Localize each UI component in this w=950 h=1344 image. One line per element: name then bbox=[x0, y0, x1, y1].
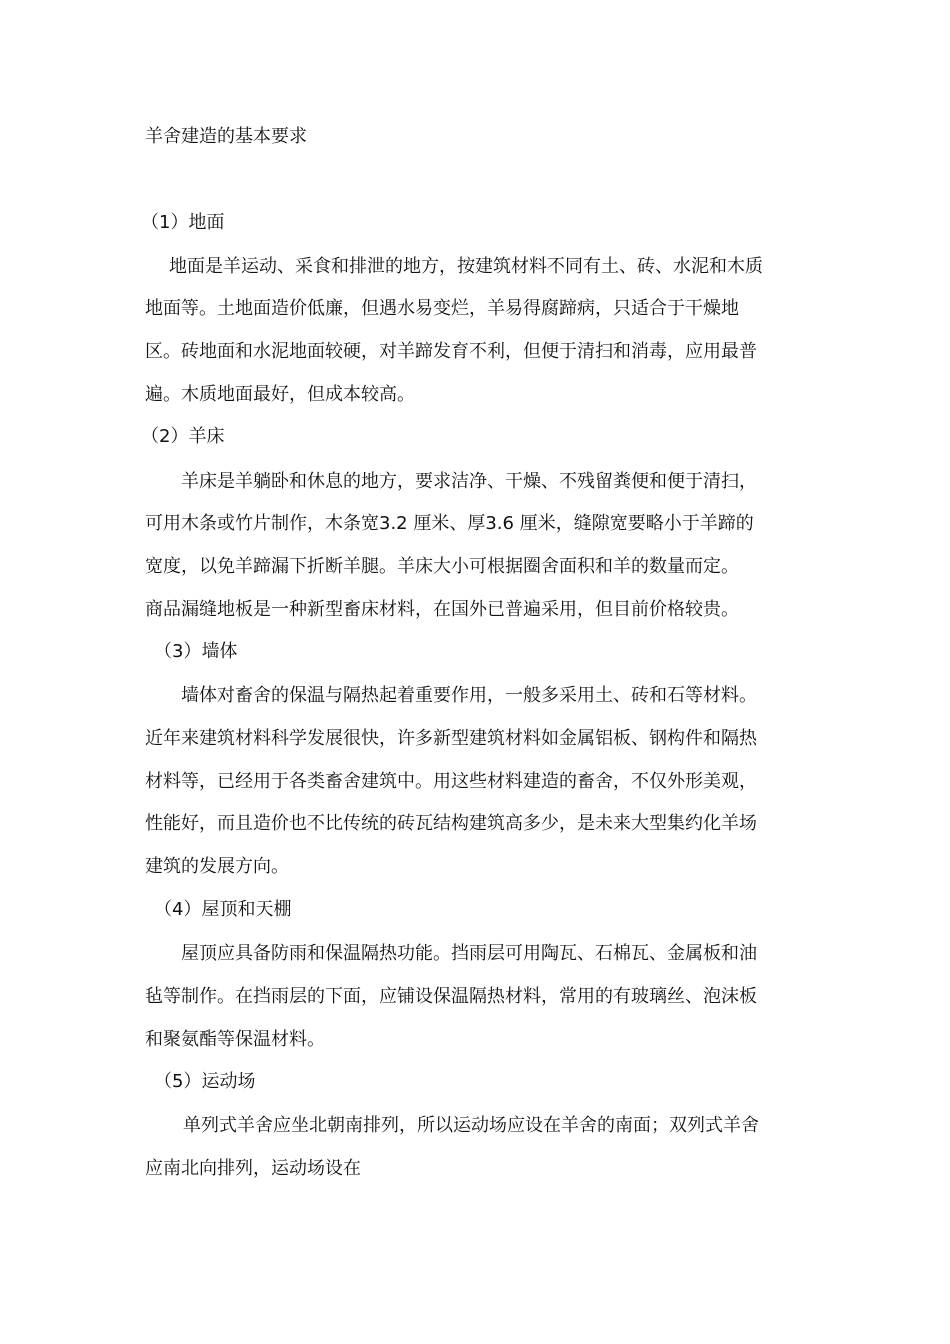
section-2-heading: （2）羊床 bbox=[141, 426, 225, 447]
section-3-line-2: 近年来建筑材料科学发展很快，许多新型建筑材料如金属铝板、钢构件和隔热 bbox=[145, 728, 757, 749]
section-4-line-3: 和聚氨酯等保温材料。 bbox=[145, 1029, 325, 1050]
section-3-line-3: 材料等，已经用于各类畜舍建筑中。用这些材料建造的畜舍，不仅外形美观， bbox=[145, 771, 757, 792]
section-4-heading: （4）屋顶和天棚 bbox=[154, 899, 292, 920]
section-4-line-1: 屋顶应具备防雨和保温隔热功能。挡雨层可用陶瓦、石棉瓦、金属板和油 bbox=[181, 943, 757, 964]
section-2-line-1: 羊床是羊躺卧和休息的地方，要求洁净、干燥、不残留粪便和便于清扫， bbox=[181, 471, 757, 492]
section-3-line-1: 墙体对畜舍的保温与隔热起着重要作用，一般多采用土、砖和石等材料。 bbox=[181, 685, 757, 706]
section-3-line-4: 性能好，而且造价也不比传统的砖瓦结构建筑高多少，是未来大型集约化羊场 bbox=[145, 813, 757, 834]
section-1-line-4: 遍。木质地面最好，但成本较高。 bbox=[145, 384, 415, 405]
section-4-line-2: 毡等制作。在挡雨层的下面，应铺设保温隔热材料，常用的有玻璃丝、泡沫板 bbox=[145, 986, 757, 1007]
section-2-line-3: 宽度，以免羊蹄漏下折断羊腿。羊床大小可根据圈舍面积和羊的数量而定。 bbox=[145, 556, 739, 577]
section-5-line-2: 应南北向排列，运动场设在 bbox=[145, 1158, 361, 1179]
section-1-heading: （1）地面 bbox=[141, 212, 225, 233]
section-3-heading: （3）墙体 bbox=[154, 641, 238, 662]
section-1-line-3: 区。砖地面和水泥地面较硬，对羊蹄发育不利，但便于清扫和消毒，应用最普 bbox=[145, 341, 757, 362]
section-1-line-1: 地面是羊运动、采食和排泄的地方，按建筑材料不同有土、砖、水泥和木质 bbox=[169, 256, 763, 277]
section-1-line-2: 地面等。土地面造价低廉，但遇水易变烂，羊易得腐蹄病，只适合于干燥地 bbox=[145, 298, 739, 319]
section-5-heading: （5）运动场 bbox=[154, 1071, 256, 1092]
section-5-line-1: 单列式羊舍应坐北朝南排列，所以运动场应设在羊舍的南面；双列式羊舍 bbox=[183, 1115, 759, 1136]
section-2-line-2: 可用木条或竹片制作，木条宽3.2 厘米、厚3.6 厘米，缝隙宽要略小于羊蹄的 bbox=[145, 513, 754, 534]
section-2-line-4: 商品漏缝地板是一种新型畜床材料，在国外已普遍采用，但目前价格较贵。 bbox=[145, 599, 739, 620]
document-title: 羊舍建造的基本要求 bbox=[145, 126, 307, 147]
section-3-line-5: 建筑的发展方向。 bbox=[145, 856, 289, 877]
